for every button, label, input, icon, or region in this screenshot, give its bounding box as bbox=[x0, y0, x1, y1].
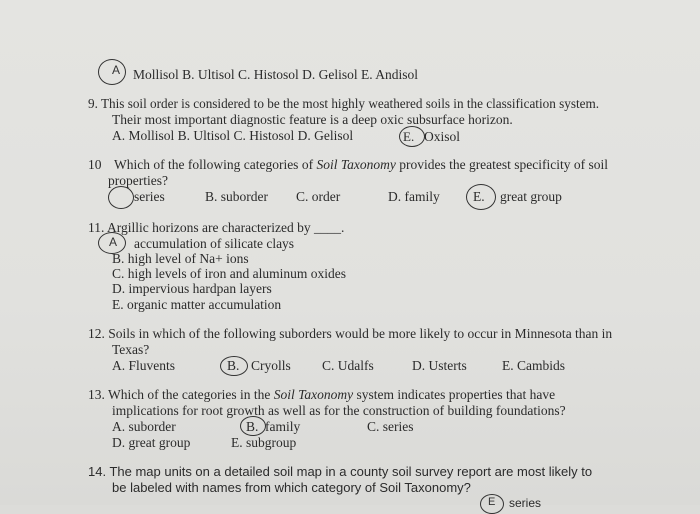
answer-circle-q10-a bbox=[108, 186, 134, 209]
q9-answer-mark: E. bbox=[403, 129, 415, 144]
q9-stem-line2: Their most important diagnostic feature is a deep oxic subsurface horizon. bbox=[112, 112, 513, 127]
q9-options: A. Mollisol B. Ultisol C. Histosol D. Gelisol bbox=[112, 128, 354, 143]
q10-option-e-mark: E. bbox=[473, 189, 485, 204]
q13-option-c: C. series bbox=[367, 419, 414, 434]
q13-stem-b: system indicates properties that have bbox=[353, 387, 556, 402]
q10-option-a: series bbox=[134, 189, 165, 204]
q14-stem-line2: be labeled with names from which category of Soil Taxonomy? bbox=[112, 480, 471, 495]
q11-stem: 11. Argillic horizons are characterized by ____. bbox=[88, 220, 345, 235]
q12-option-d: D. Usterts bbox=[412, 358, 467, 373]
q10-option-b: B. suborder bbox=[205, 189, 268, 204]
q13-option-d: D. great group bbox=[112, 435, 191, 450]
q12-stem-line2: Texas? bbox=[112, 342, 150, 357]
q8-options: Mollisol B. Ultisol C. Histosol D. Gelisol E. Andisol bbox=[133, 67, 419, 82]
q11-option-b: B. high level of Na+ ions bbox=[112, 251, 249, 266]
q13-option-e: E. subgroup bbox=[231, 435, 297, 450]
q11-option-d: D. impervious hardpan layers bbox=[112, 281, 272, 296]
q12-option-b: Cryolls bbox=[251, 358, 291, 373]
q13-option-b: family bbox=[265, 419, 301, 434]
q10-stem-line1 bbox=[114, 157, 608, 172]
q10-option-e-text: great group bbox=[500, 189, 562, 204]
q11-option-c: C. high levels of iron and aluminum oxides bbox=[112, 266, 346, 281]
q13-stem-a: 13. Which of the categories in the bbox=[88, 387, 274, 402]
q12-stem-line1: 12. Soils in which of the following suborders would be more likely to occur in Minnesota than in bbox=[88, 326, 613, 341]
q9-stem-line1: 9. This soil order is considered to be the most highly weathered soils in the classification system. bbox=[88, 96, 600, 111]
q13-stem-line1 bbox=[88, 387, 555, 402]
q14-stem-line1: 14. The map units on a detailed soil map in a county soil survey report are most likely to bbox=[88, 464, 593, 479]
q10-stem-line2: properties? bbox=[108, 173, 168, 188]
answer-mark-q14: E bbox=[488, 496, 496, 508]
q10-stem-a: Which of the following categories of bbox=[114, 157, 317, 172]
q12-option-a: A. Fluvents bbox=[112, 358, 176, 373]
q13-stem-line2: implications for root growth as well as for the construction of building foundations? bbox=[112, 403, 566, 418]
answer-mark-q8: A bbox=[112, 63, 121, 77]
q11-option-e: E. organic matter accumulation bbox=[112, 297, 282, 312]
q11-option-a: accumulation of silicate clays bbox=[134, 236, 295, 251]
q10-number: 10 bbox=[88, 157, 102, 172]
q14-cut-option: series bbox=[509, 496, 542, 510]
q10-option-c: C. order bbox=[296, 189, 341, 204]
q13-option-b-mark: B. bbox=[246, 419, 259, 434]
q12-option-e: E. Cambids bbox=[502, 358, 565, 373]
q10-stem-b: provides the greatest specificity of soil bbox=[395, 157, 609, 172]
q13-option-a: A. suborder bbox=[112, 419, 176, 434]
q10-option-d: D. family bbox=[388, 189, 440, 204]
q12-option-c: C. Udalfs bbox=[322, 358, 374, 373]
q12-option-b-mark: B. bbox=[227, 358, 240, 373]
q9-answer-text: Oxisol bbox=[424, 129, 461, 144]
q10-stem-em: Soil Taxonomy bbox=[316, 157, 396, 172]
answer-mark-q11: A bbox=[109, 235, 118, 249]
q13-stem-em: Soil Taxonomy bbox=[273, 387, 354, 402]
